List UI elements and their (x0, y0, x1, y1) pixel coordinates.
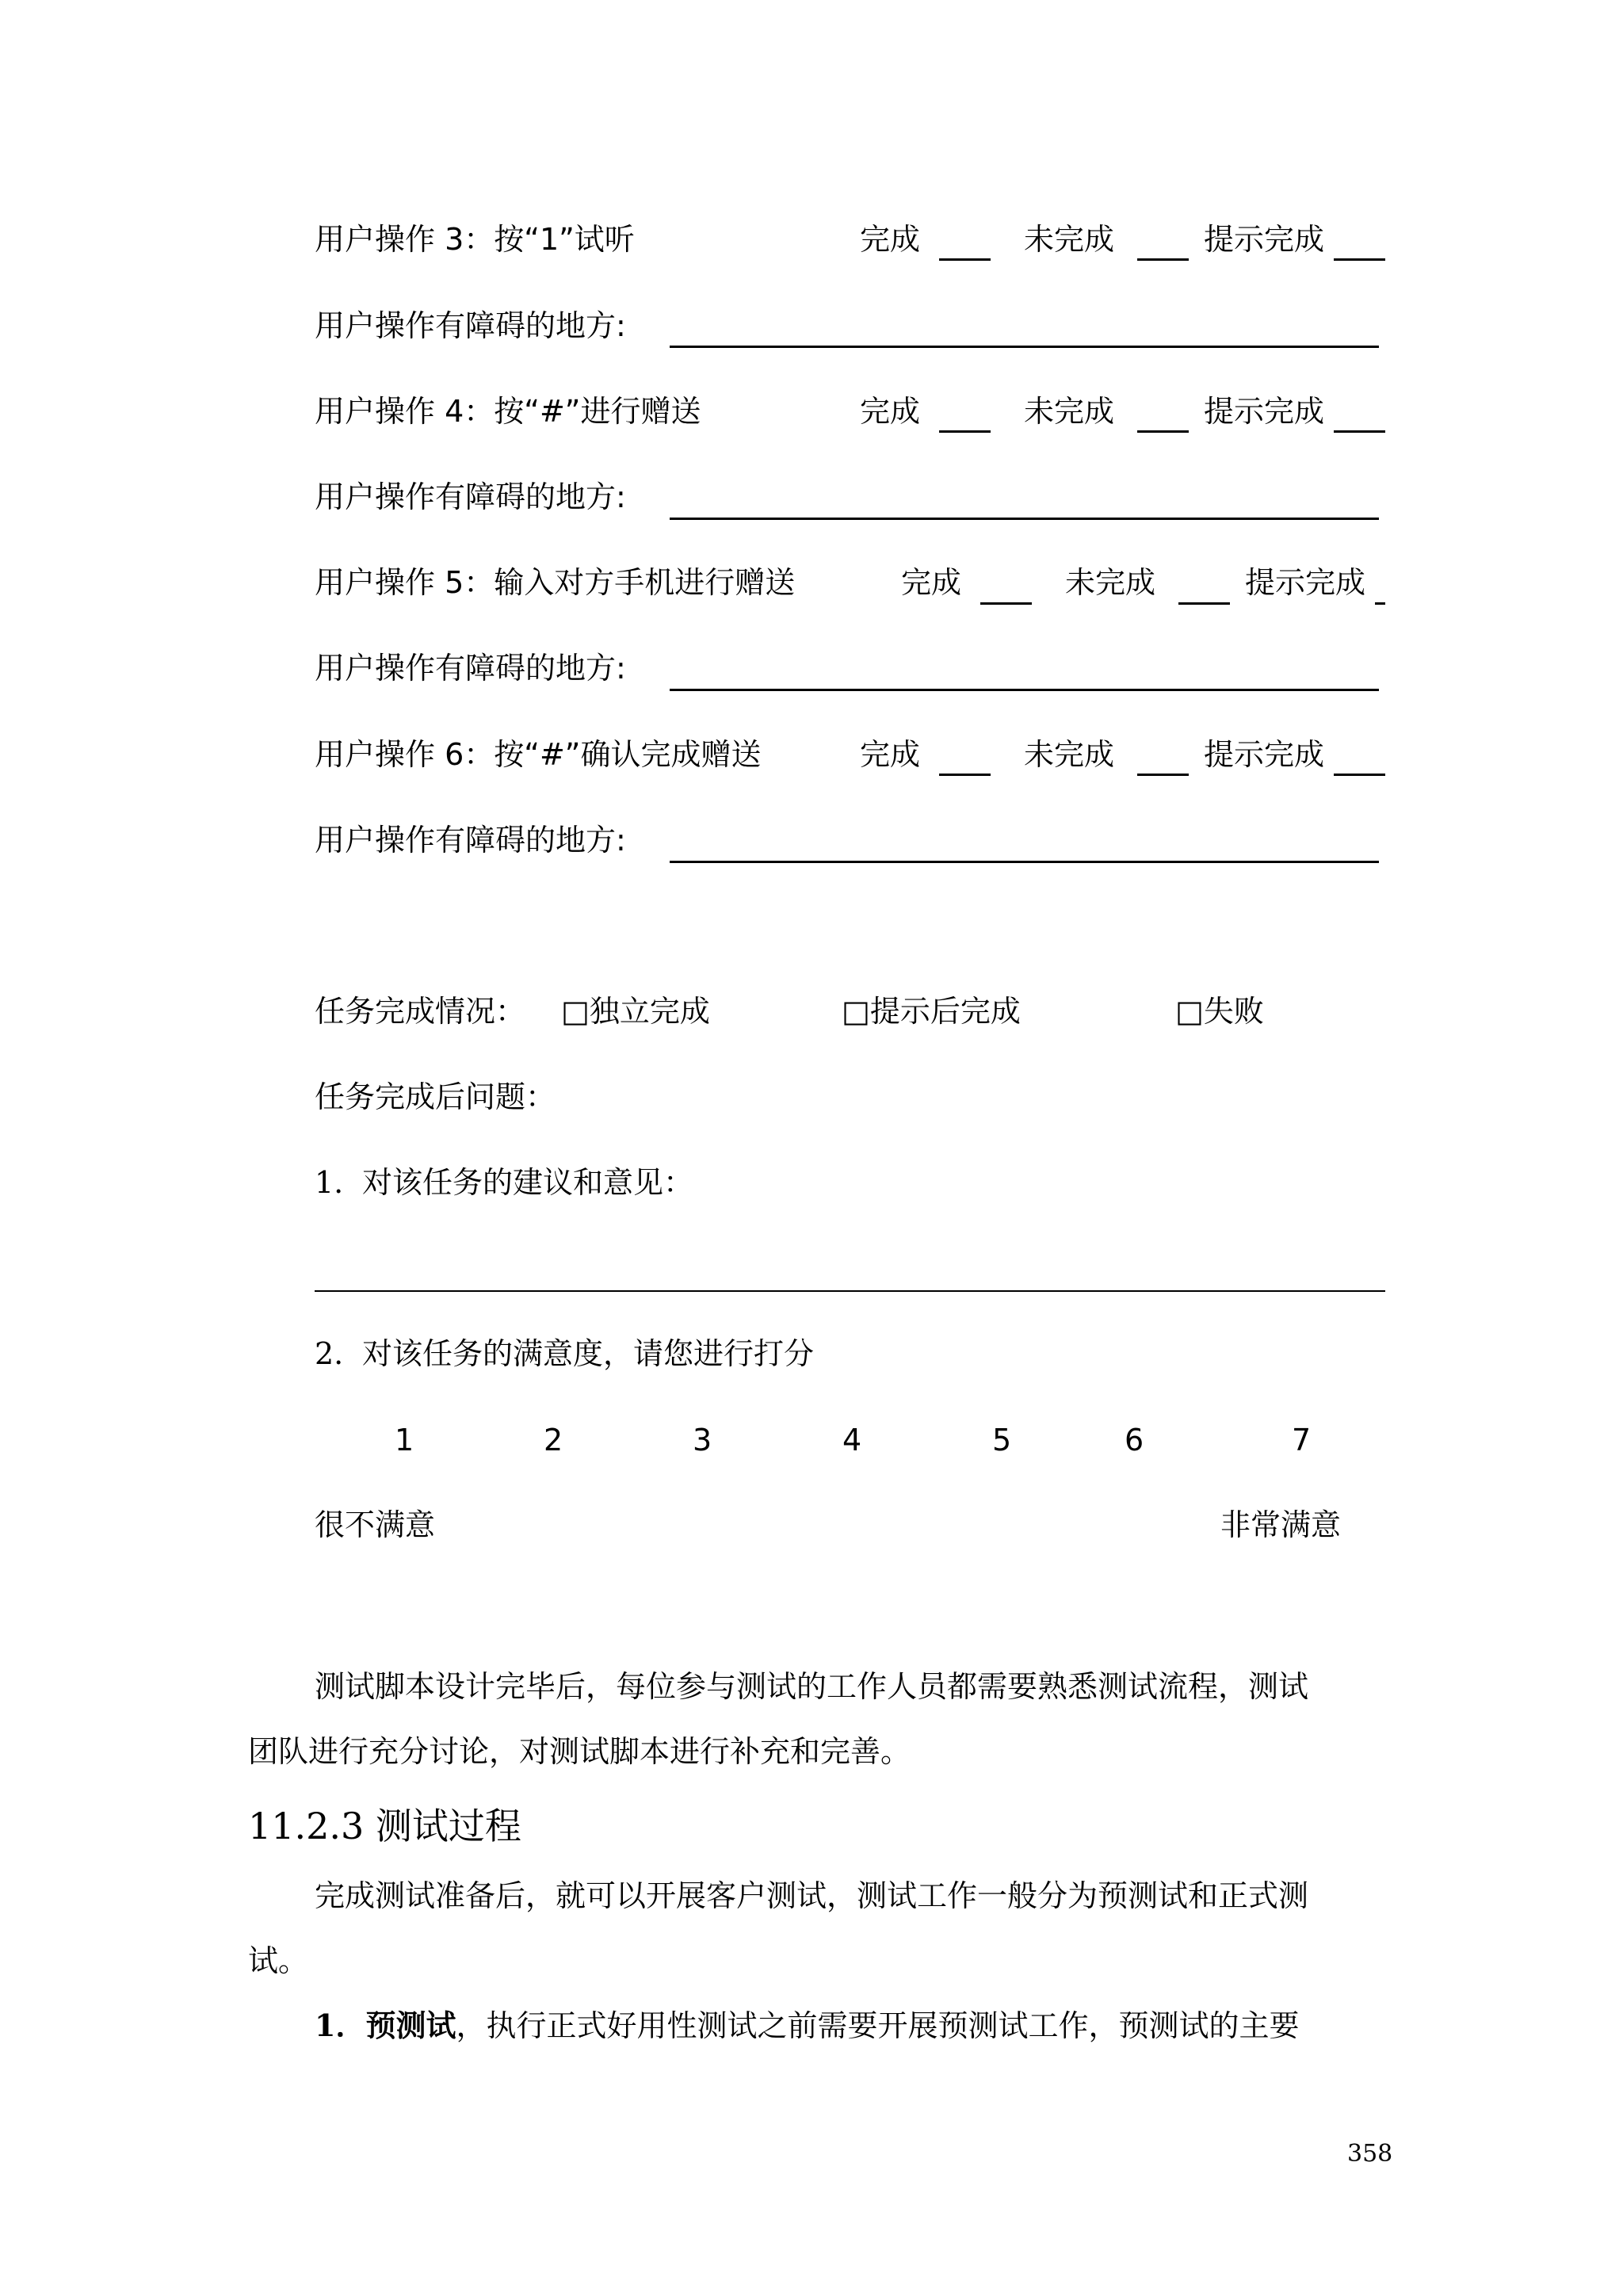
paragraph-1-line-2: 团队进行充分讨论，对测试脚本进行补充和完善。 (248, 1734, 911, 1769)
operation-3-done-blank[interactable] (939, 258, 991, 261)
operation-6-hint-label: 提示完成 (1204, 737, 1325, 772)
question-1-text: 对该任务的建议和意见： (362, 1165, 694, 1200)
rating-7[interactable]: 7 (1292, 1423, 1312, 1457)
operation-6-obstacle-label: 用户操作有障碍的地方: (315, 823, 626, 858)
operation-5-not-done-blank[interactable] (1178, 602, 1230, 605)
operation-5-hint-blank[interactable] (1375, 602, 1385, 605)
operation-4-not-done-label: 未完成 (1024, 394, 1115, 429)
operation-6-hint-blank[interactable] (1334, 774, 1385, 776)
section-heading: 11.2.3 测试过程 (248, 1805, 521, 1847)
operation-3-done-label: 完成 (860, 222, 921, 257)
task-status-option-independent[interactable]: □独立完成 (561, 994, 710, 1029)
operation-3-not-done-blank[interactable] (1137, 258, 1189, 261)
operation-3-obstacle-blank[interactable] (670, 346, 1379, 348)
operation-5-not-done-label: 未完成 (1065, 565, 1156, 600)
question-1-number: 1. (315, 1165, 344, 1200)
operation-3-obstacle-label: 用户操作有障碍的地方: (315, 308, 626, 343)
operation-4-obstacle-blank[interactable] (670, 518, 1379, 520)
operation-6-done-blank[interactable] (939, 774, 991, 776)
operation-3-not-done-label: 未完成 (1024, 222, 1115, 257)
paragraph-3-bold-lead: 1．预测试 (315, 2008, 456, 2043)
rating-4[interactable]: 4 (842, 1423, 862, 1457)
rating-2[interactable]: 2 (544, 1423, 563, 1457)
paragraph-1-line-1: 测试脚本设计完毕后，每位参与测试的工作人员都需要熟悉测试流程，测试 (315, 1669, 1309, 1704)
question-2-number: 2. (315, 1336, 344, 1371)
operation-6-not-done-label: 未完成 (1024, 737, 1115, 772)
task-status-option-hinted[interactable]: □提示后完成 (842, 994, 1021, 1029)
operation-6-not-done-blank[interactable] (1137, 774, 1189, 776)
scale-low-label: 很不满意 (315, 1507, 436, 1542)
operation-6-label: 用户操作 6：按“#”确认完成赠送 (315, 737, 762, 772)
paragraph-3-text: ，执行正式好用性测试之前需要开展预测试工作，预测试的主要 (456, 2008, 1300, 2043)
operation-5-label: 用户操作 5：输入对方手机进行赠送 (315, 565, 796, 600)
operation-5-obstacle-blank[interactable] (670, 689, 1379, 691)
operation-4-not-done-blank[interactable] (1137, 430, 1189, 433)
after-questions-title: 任务完成后问题： (315, 1079, 556, 1114)
paragraph-3-line-1 (315, 2007, 1299, 2045)
question-2-text: 对该任务的满意度，请您进行打分 (362, 1336, 815, 1371)
operation-5-done-blank[interactable] (980, 602, 1032, 605)
rating-3[interactable]: 3 (693, 1423, 712, 1457)
operation-4-obstacle-label: 用户操作有障碍的地方: (315, 479, 626, 514)
paragraph-2-line-1: 完成测试准备后，就可以开展客户测试，测试工作一般分为预测试和正式测 (315, 1878, 1309, 1913)
operation-6-done-label: 完成 (860, 737, 921, 772)
task-status-label: 任务完成情况： (315, 994, 526, 1029)
task-status-option-failed[interactable]: □失败 (1175, 994, 1264, 1029)
scale-high-label: 非常满意 (1220, 1507, 1342, 1542)
operation-3-hint-label: 提示完成 (1204, 222, 1325, 257)
operation-4-done-label: 完成 (860, 394, 921, 429)
operation-5-done-label: 完成 (901, 565, 962, 600)
rating-1[interactable]: 1 (395, 1423, 414, 1457)
paragraph-2-line-2: 试。 (248, 1943, 309, 1978)
question-1-answer-line[interactable] (315, 1290, 1385, 1292)
rating-5[interactable]: 5 (992, 1423, 1012, 1457)
operation-3-hint-blank[interactable] (1334, 258, 1385, 261)
operation-6-obstacle-blank[interactable] (670, 861, 1379, 863)
operation-4-done-blank[interactable] (939, 430, 991, 433)
operation-3-label: 用户操作 3：按“1”试听 (315, 222, 635, 257)
page-number: 358 (1347, 2140, 1393, 2168)
operation-4-hint-blank[interactable] (1334, 430, 1385, 433)
operation-5-obstacle-label: 用户操作有障碍的地方: (315, 651, 626, 686)
operation-5-hint-label: 提示完成 (1245, 565, 1366, 600)
operation-4-hint-label: 提示完成 (1204, 394, 1325, 429)
operation-4-label: 用户操作 4：按“#”进行赠送 (315, 394, 701, 429)
rating-6[interactable]: 6 (1125, 1423, 1144, 1457)
